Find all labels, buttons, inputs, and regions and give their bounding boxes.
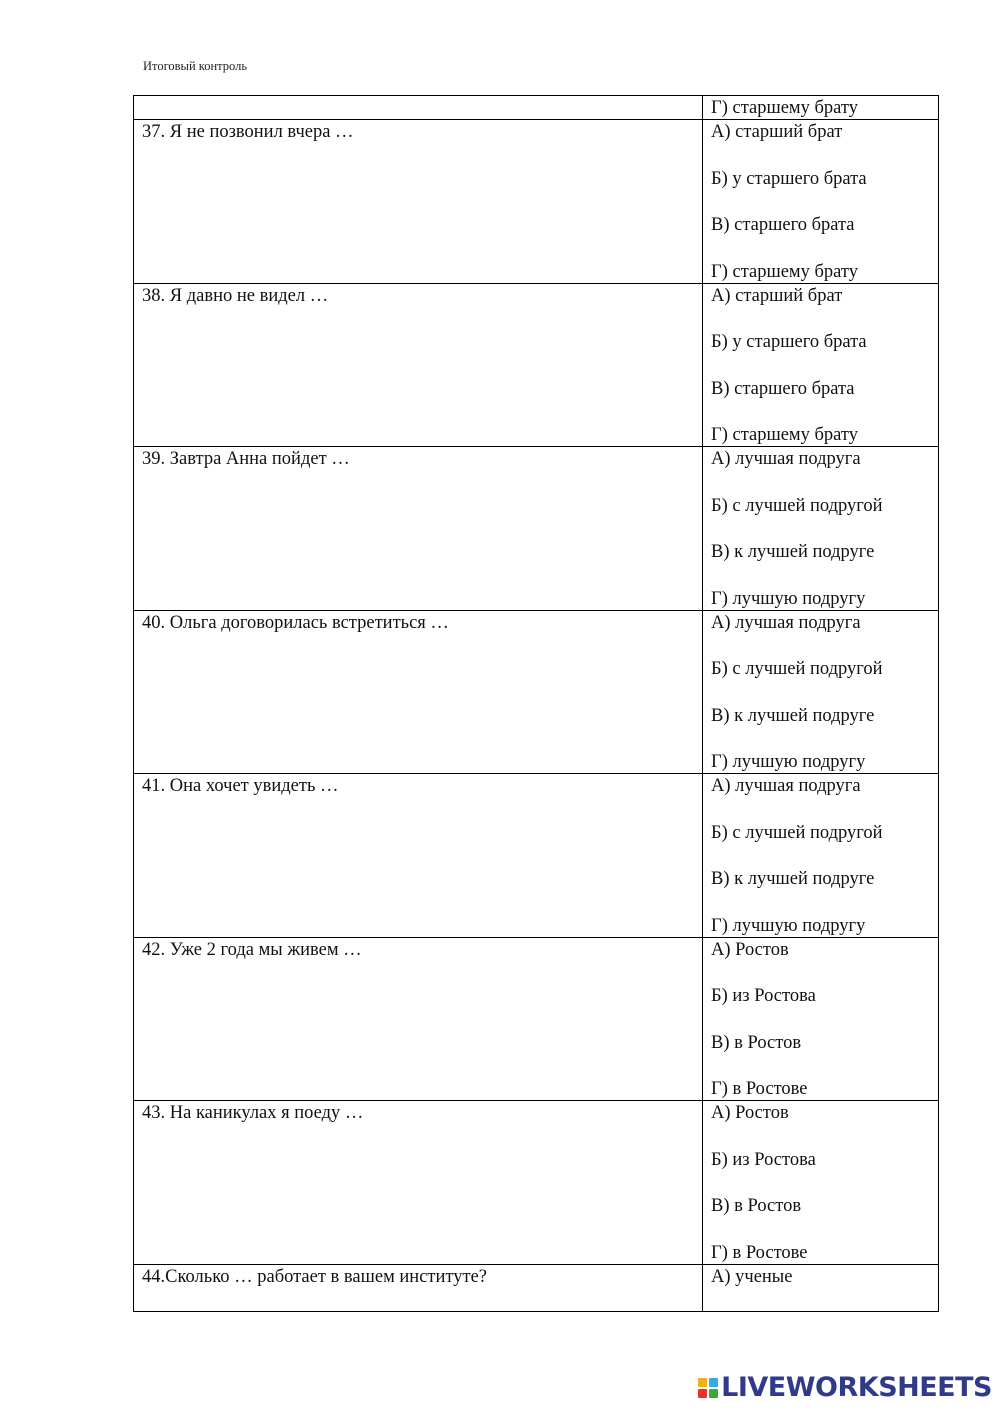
brand-text: LIVEWORKSHEETS [721, 1372, 992, 1403]
answer-option-a[interactable]: А) Ростов [711, 939, 789, 960]
question-text: 38. Я давно не видел … [134, 283, 703, 447]
answer-option-a[interactable]: А) ученые [711, 1266, 793, 1287]
answer-option-a[interactable]: А) старший брат [711, 285, 843, 306]
answer-option-v[interactable]: В) в Ростов [711, 1196, 802, 1216]
answer-option-g[interactable]: Г) лучшую подругу [711, 915, 866, 936]
answer-option-g[interactable]: Г) лучшую подругу [711, 588, 866, 609]
answer-option-g[interactable]: Г) в Ростове [711, 1242, 808, 1263]
question-text: 41. Она хочет увидеть … [134, 774, 703, 938]
answer-option-b[interactable]: Б) у старшего брата [711, 332, 867, 352]
logo-square [698, 1389, 707, 1398]
answer-option-g[interactable]: Г) старшему брату [711, 261, 858, 282]
answer-option-a[interactable]: А) Ростов [711, 1103, 789, 1123]
answer-option-v[interactable]: В) в Ростов [711, 1032, 802, 1053]
question-text: 42. Уже 2 года мы живем … [134, 937, 703, 1101]
liveworksheets-logo-icon [698, 1378, 718, 1398]
answers-cell [703, 120, 939, 284]
answer-option-a[interactable]: А) старший брат [711, 122, 843, 142]
answers-cell [703, 610, 939, 774]
answer-option-b[interactable]: Б) с лучшей подругой [711, 495, 883, 516]
answer-option-a[interactable]: А) лучшая подруга [711, 612, 861, 633]
question-row-44 [134, 1264, 939, 1311]
quiz-table [133, 95, 939, 1312]
question-cell [134, 96, 703, 120]
answer-option-a[interactable]: А) лучшая подруга [711, 449, 861, 469]
question-text: 44.Сколько … работает в вашем институте? [134, 1264, 703, 1311]
answer-option-b[interactable]: Б) из Ростова [711, 1149, 816, 1170]
answer-option-a[interactable]: А) лучшая подруга [711, 776, 861, 796]
answer-option-g[interactable]: Г) в Ростове [711, 1079, 808, 1099]
liveworksheets-brand [698, 1372, 992, 1403]
question-row-41 [134, 774, 939, 938]
answers-cell [703, 1264, 939, 1311]
answers-cell [703, 447, 939, 611]
logo-square [698, 1378, 707, 1387]
table-row [134, 96, 939, 120]
answer-option-v[interactable]: В) к лучшей подруге [711, 542, 875, 562]
logo-square [709, 1378, 718, 1387]
answer-option[interactable]: Г) старшему брату [711, 98, 858, 118]
page-header: Итоговый контроль [143, 59, 248, 73]
logo-square [709, 1389, 718, 1398]
question-row-37 [134, 120, 939, 284]
question-text: 43. На каникулах я поеду … [134, 1101, 703, 1265]
question-row-38 [134, 283, 939, 447]
question-row-43 [134, 1101, 939, 1265]
answer-option-g[interactable]: Г) лучшую подругу [711, 752, 866, 772]
answer-option-g[interactable]: Г) старшему брату [711, 425, 858, 445]
question-text: 37. Я не позвонил вчера … [134, 120, 703, 284]
answer-option-b[interactable]: Б) у старшего брата [711, 168, 867, 189]
answers-cell [703, 1101, 939, 1265]
question-row-39 [134, 447, 939, 611]
answer-option-b[interactable]: Б) с лучшей подругой [711, 659, 883, 679]
answer-option-v[interactable]: В) к лучшей подруге [711, 869, 875, 889]
answers-cell [703, 937, 939, 1101]
answer-option-v[interactable]: В) к лучшей подруге [711, 705, 875, 726]
question-text: 39. Завтра Анна пойдет … [134, 447, 703, 611]
answers-cell [703, 774, 939, 938]
answer-option-b[interactable]: Б) из Ростова [711, 986, 816, 1006]
answer-option-v[interactable]: В) старшего брата [711, 215, 855, 235]
answers-cell [703, 283, 939, 447]
question-row-40 [134, 610, 939, 774]
question-text: 40. Ольга договорилась встретиться … [134, 610, 703, 774]
answer-option-b[interactable]: Б) с лучшей подругой [711, 822, 883, 843]
answer-option-v[interactable]: В) старшего брата [711, 378, 855, 399]
question-row-42 [134, 937, 939, 1101]
answers-cell [703, 96, 939, 120]
